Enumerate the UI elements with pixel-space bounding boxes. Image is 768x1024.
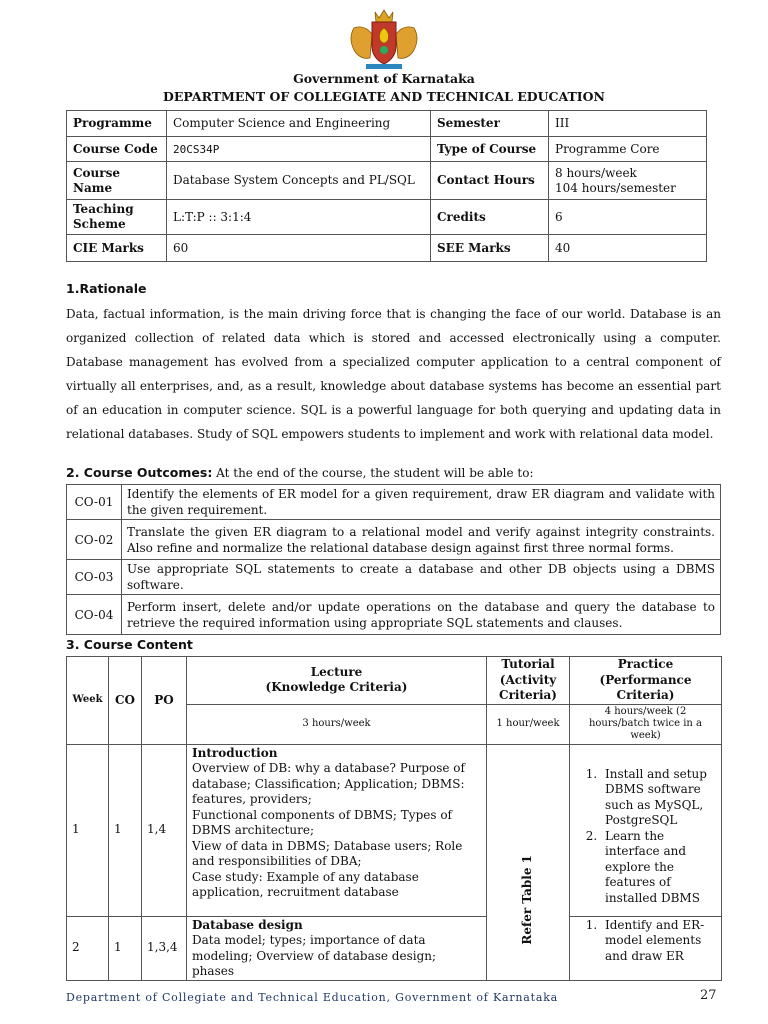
tutorial-header-line1: Tutorial bbox=[501, 657, 555, 671]
semester-label: Semester bbox=[431, 111, 549, 137]
credits-value: 6 bbox=[549, 200, 707, 235]
department-title: DEPARTMENT OF COLLEGIATE AND TECHNICAL EDUCATION bbox=[163, 89, 605, 104]
outcomes-heading-label: 2. Course Outcomes: bbox=[66, 465, 213, 480]
cie-value: 60 bbox=[167, 235, 431, 262]
week-cell: 1 bbox=[67, 744, 109, 916]
table-row bbox=[67, 200, 707, 235]
table-row bbox=[67, 560, 721, 595]
table-row bbox=[67, 137, 707, 162]
course-name-label: Course Name bbox=[67, 162, 167, 200]
co-id: CO-04 bbox=[67, 595, 122, 635]
co-id: CO-01 bbox=[67, 485, 122, 520]
outcomes-heading bbox=[66, 465, 534, 480]
lecture-title: Introduction bbox=[192, 745, 278, 760]
table-row bbox=[67, 595, 721, 635]
credits-label: Credits bbox=[431, 200, 549, 235]
practice-hours: 4 hours/week (2 hours/batch twice in a week) bbox=[570, 704, 722, 744]
government-title: Government of Karnataka bbox=[293, 71, 475, 86]
outcomes-intro: At the end of the course, the student will be able to: bbox=[212, 466, 534, 480]
table-row bbox=[67, 744, 722, 916]
course-name-value: Database System Concepts and PL/SQL bbox=[167, 162, 431, 200]
page-number: 27 bbox=[700, 988, 717, 1003]
co-header: CO bbox=[109, 657, 142, 745]
tutorial-header-line2: (Activity bbox=[499, 672, 557, 687]
programme-value: Computer Science and Engineering bbox=[167, 111, 431, 137]
table-row bbox=[67, 657, 722, 705]
co-cell: 1 bbox=[109, 744, 142, 916]
contact-weekly: 8 hours/week bbox=[555, 165, 637, 180]
co-cell: 1 bbox=[109, 916, 142, 980]
contact-value bbox=[549, 162, 707, 200]
practice-cell bbox=[570, 744, 722, 916]
week-header: Week bbox=[67, 657, 109, 745]
tutorial-hours: 1 hour/week bbox=[487, 704, 570, 744]
tutorial-header bbox=[487, 657, 570, 705]
lecture-line: and responsibilities of DBA; bbox=[192, 854, 362, 868]
course-content-table bbox=[66, 656, 722, 981]
po-cell: 1,4 bbox=[142, 744, 187, 916]
table-row bbox=[67, 111, 707, 137]
lecture-line: Data model; types; importance of data bbox=[192, 933, 426, 947]
practice-header-line1: Practice bbox=[617, 657, 674, 671]
lecture-line: database; Classification; Application; DBMS: bbox=[192, 776, 465, 791]
tutorial-header-line3: Criteria) bbox=[499, 688, 557, 702]
lecture-header-line1: Lecture bbox=[310, 664, 363, 679]
course-code-value: 20CS34P bbox=[167, 137, 431, 162]
week-cell: 2 bbox=[67, 916, 109, 980]
practice-item: 1. Identify and ER-model elements and draw ER bbox=[601, 918, 716, 965]
teaching-value: L:T:P :: 3:1:4 bbox=[167, 200, 431, 235]
type-label: Type of Course bbox=[431, 137, 549, 162]
lecture-line: Overview of DB: why a database? Purpose of bbox=[192, 761, 465, 775]
practice-header bbox=[570, 657, 722, 705]
content-heading: 3. Course Content bbox=[66, 637, 193, 652]
table-row bbox=[67, 162, 707, 200]
course-info-table bbox=[66, 110, 707, 262]
co-id: CO-03 bbox=[67, 560, 122, 595]
contact-semester: 104 hours/semester bbox=[555, 180, 676, 195]
teaching-label: Teaching Scheme bbox=[67, 200, 167, 235]
lecture-line: Case study: Example of any database bbox=[192, 869, 419, 884]
table-row bbox=[67, 235, 707, 262]
practice-header-line2: (Performance bbox=[599, 672, 692, 687]
lecture-hours: 3 hours/week bbox=[187, 704, 487, 744]
co-text: Translate the given ER diagram to a relational model and verify against integrity constraints. Also refine and normalize the relational database design against first three normal forms. bbox=[122, 520, 721, 560]
see-label: SEE Marks bbox=[431, 235, 549, 262]
cie-label: CIE Marks bbox=[67, 235, 167, 262]
footer-text: Department of Collegiate and Technical Education, Government of Karnataka bbox=[66, 991, 559, 1004]
see-value: 40 bbox=[549, 235, 707, 262]
lecture-title: Database design bbox=[192, 917, 303, 932]
practice-item: 1. Install and setup DBMS software such as MySQL, PostgreSQL bbox=[601, 767, 716, 829]
co-text: Identify the elements of ER model for a given requirement, draw ER diagram and validate with the given requirement. bbox=[122, 485, 721, 520]
po-cell: 1,3,4 bbox=[142, 916, 187, 980]
table-row bbox=[67, 916, 722, 980]
contact-label: Contact Hours bbox=[431, 162, 549, 200]
rationale-text: Data, factual information, is the main driving force that is changing the face of our world. Database is an organized collection of related data which is stored and accessed electronically using a computer. Database management has evolved from a specialized computer application to a central component of virtually all enterprises, and, as a result, knowledge about database systems has become an essential part of an education in computer science. SQL is a powerful language for both querying and updating data in relational databases. Study of SQL empowers students to implement and work with relational data model. bbox=[66, 307, 721, 441]
practice-cell bbox=[570, 916, 722, 980]
lecture-line: features, providers; bbox=[192, 792, 312, 806]
karnataka-emblem-icon bbox=[344, 8, 424, 72]
table-row bbox=[67, 520, 721, 560]
po-header: PO bbox=[142, 657, 187, 745]
lecture-line: DBMS architecture; bbox=[192, 823, 315, 837]
table-row bbox=[67, 485, 721, 520]
lecture-line: application, recruitment database bbox=[192, 885, 399, 899]
semester-value: III bbox=[549, 111, 707, 137]
lecture-header bbox=[187, 657, 487, 705]
lecture-header-line2: (Knowledge Criteria) bbox=[265, 680, 408, 695]
course-code-label: Course Code bbox=[67, 137, 167, 162]
co-text: Perform insert, delete and/or update operations on the database and query the database to retrieve the required information using appropriate SQL statements and clauses. bbox=[122, 595, 721, 635]
course-outcomes-table bbox=[66, 484, 721, 635]
practice-header-line3: Criteria) bbox=[616, 688, 675, 702]
tutorial-note: Refer Table 1 bbox=[520, 854, 535, 945]
lecture-line: View of data in DBMS; Database users; Role bbox=[192, 838, 463, 853]
rationale-heading: 1.Rationale bbox=[66, 281, 147, 296]
practice-item: 2. Learn the interface and explore the features of installed DBMS bbox=[601, 829, 716, 907]
programme-label: Programme bbox=[67, 111, 167, 137]
type-value: Programme Core bbox=[549, 137, 707, 162]
lecture-cell bbox=[187, 744, 487, 916]
lecture-cell bbox=[187, 916, 487, 980]
lecture-line: Functional components of DBMS; Types of bbox=[192, 807, 452, 822]
co-id: CO-02 bbox=[67, 520, 122, 560]
lecture-line: modeling; Overview of database design; phases bbox=[192, 948, 437, 978]
co-text: Use appropriate SQL statements to create a database and other DB objects using a DBMS software. bbox=[122, 560, 721, 595]
tutorial-cell bbox=[487, 744, 570, 980]
